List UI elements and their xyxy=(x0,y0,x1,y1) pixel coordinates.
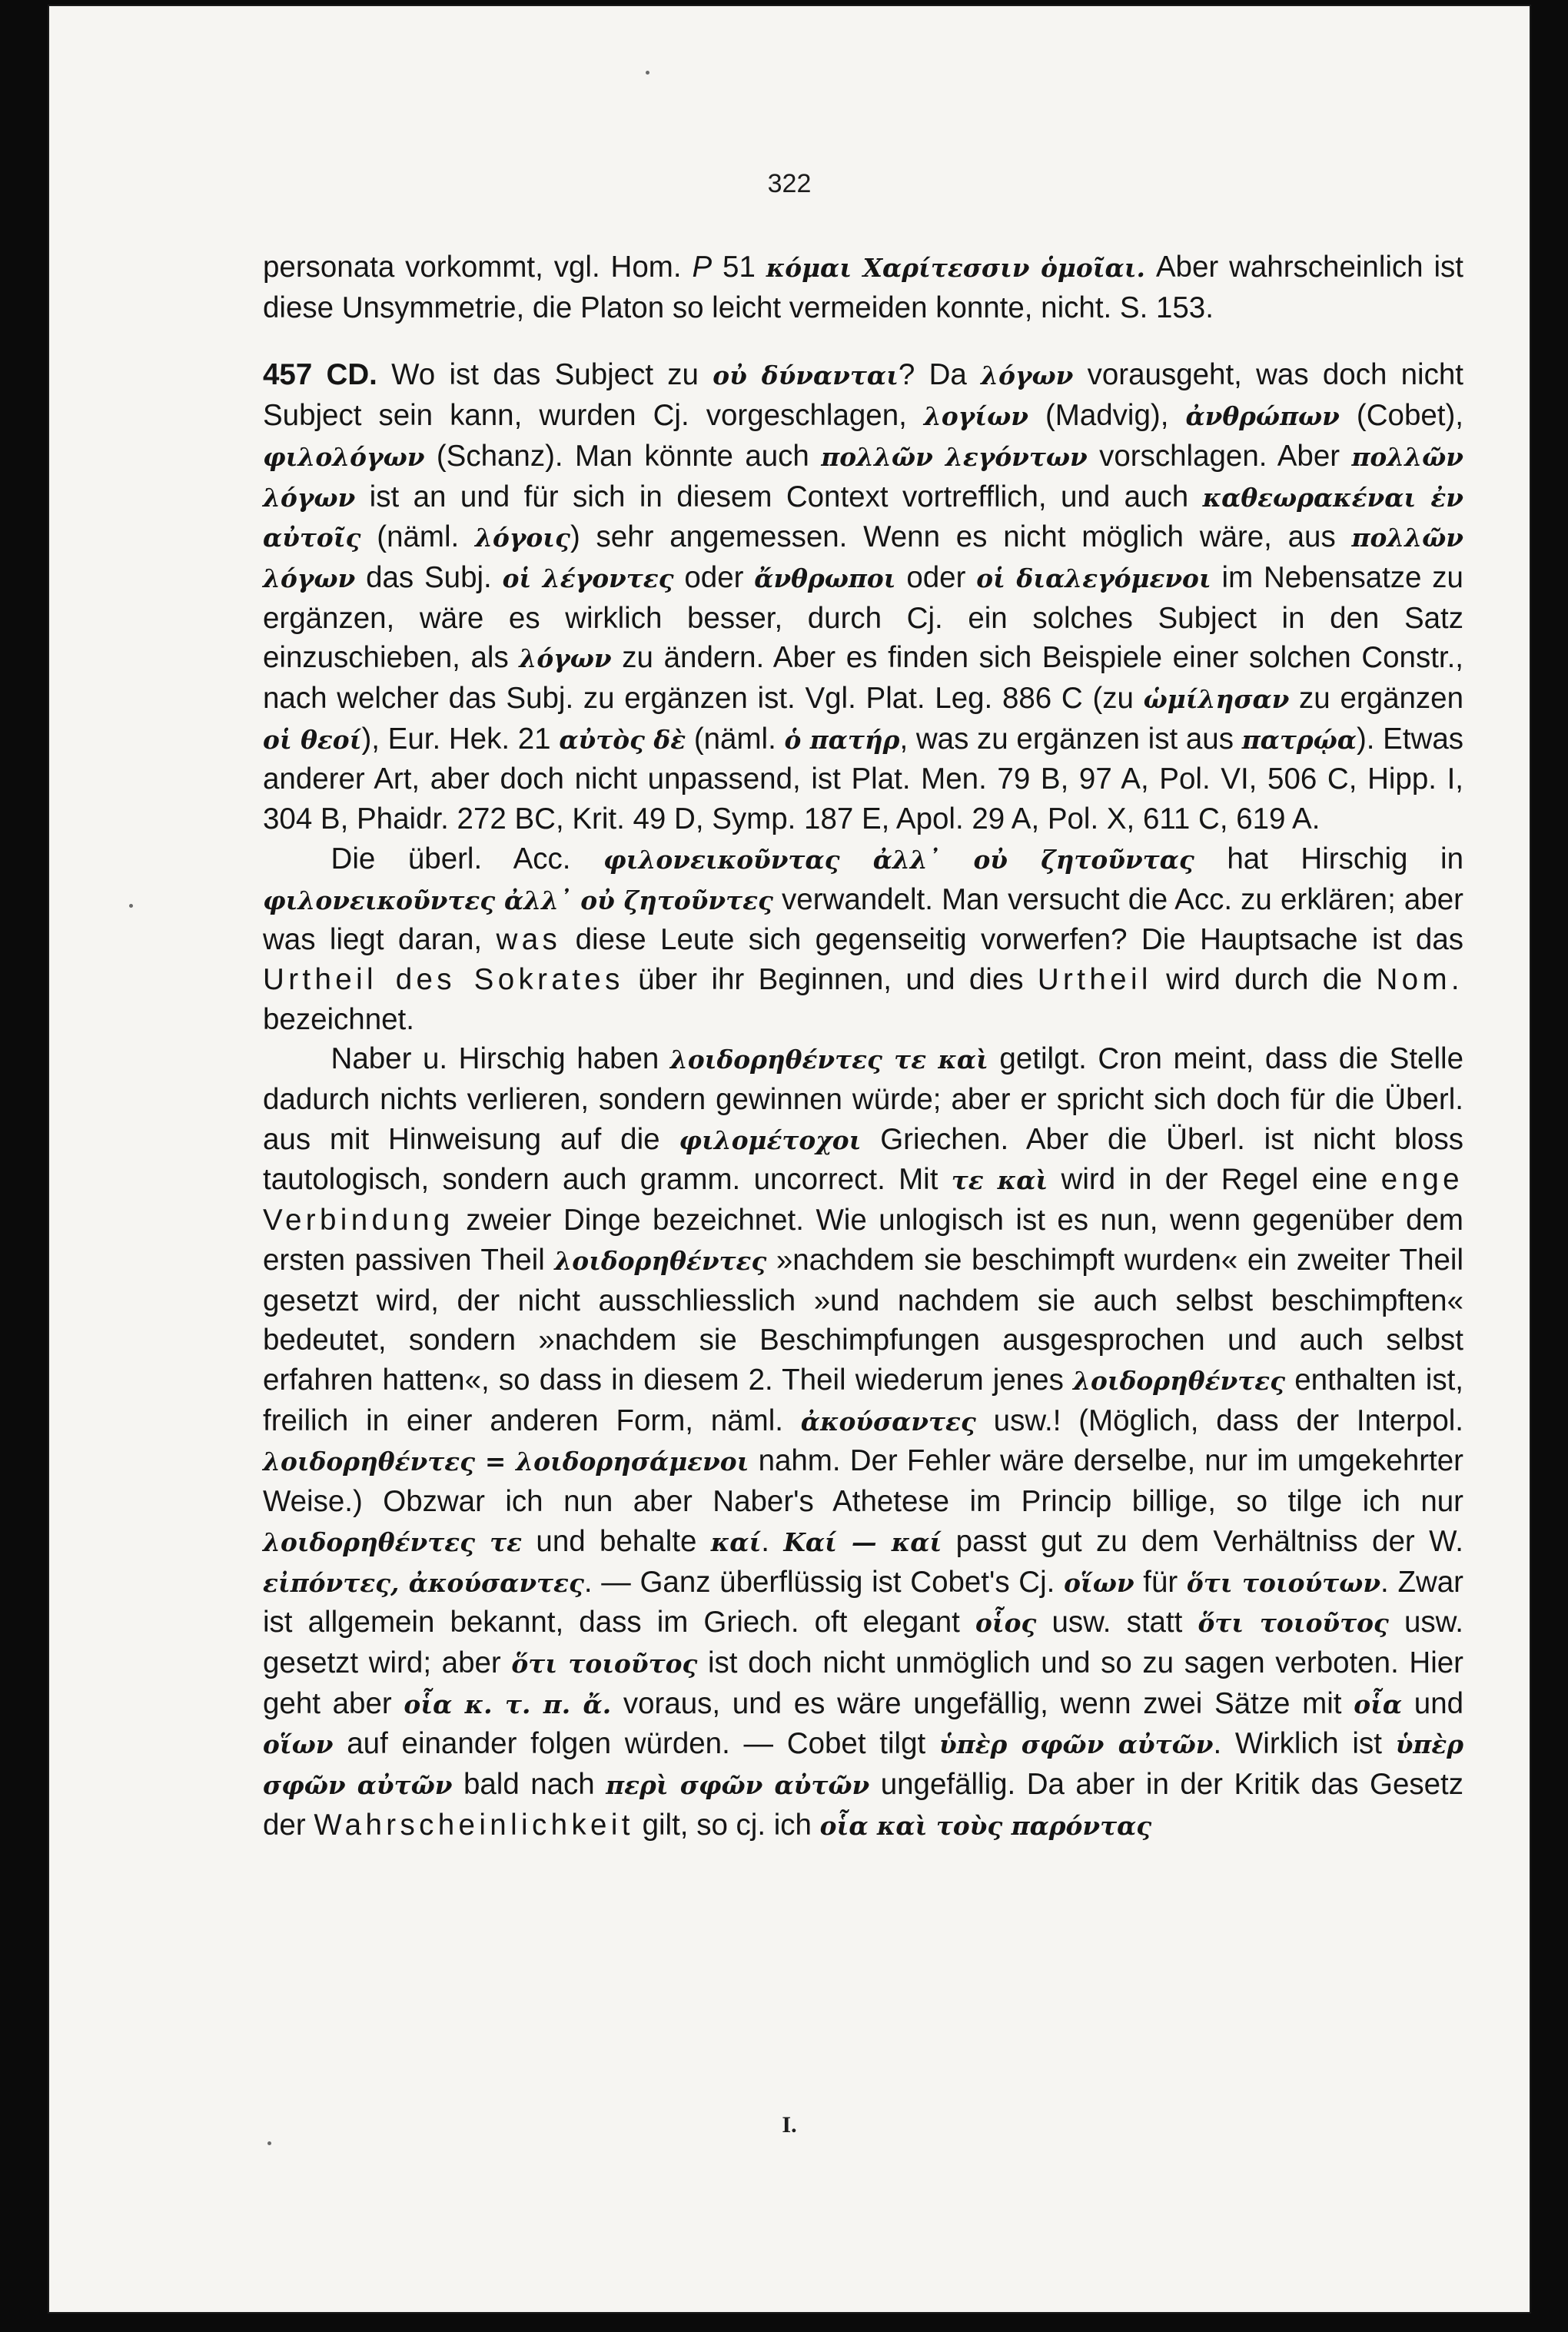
signature-mark: I. xyxy=(782,2112,797,2138)
greek-term: Καί — καί xyxy=(783,1526,942,1557)
greek-term: ὅτι τοιοῦτος xyxy=(1198,1608,1389,1639)
greek-term: λοιδορηθέντες τε καὶ xyxy=(669,1045,988,1075)
greek-term: πατρῴα xyxy=(1241,724,1357,755)
paragraph-continued: personata vorkommt, vgl. Hom. P 51 κόμαι Χαρίτεσσιν ὁμοῖαι. Aber wahrscheinlich ist diese Unsymmetrie, die Platon so leicht vermeiden konnte, nicht. S. 153. xyxy=(263,251,1463,324)
paper-speck xyxy=(646,71,649,75)
greek-term: εἰπόντες, ἀκούσαντες xyxy=(263,1567,584,1598)
greek-term: λοιδορηθέντες xyxy=(1073,1365,1286,1396)
book-page xyxy=(49,6,1530,2312)
greek-term: ὑπὲρ σφῶν αὐτῶν xyxy=(938,1729,1214,1760)
greek-term: ὑπὲρ σφῶν αὐτῶν xyxy=(263,1729,1463,1801)
spaced-emphasis: Urtheil xyxy=(1037,962,1152,996)
greek-term: φιλομέτοχοι xyxy=(679,1124,862,1155)
greek-term: καθεωρακέναι ἐν αὐτοῖς xyxy=(263,482,1463,553)
greek-term: οἷα κ. τ. π. ἄ. xyxy=(404,1689,612,1719)
greek-term: ἀκούσαντες xyxy=(800,1406,976,1437)
greek-term: τε καὶ xyxy=(951,1165,1048,1196)
greek-term: οἱ θεοί xyxy=(263,724,362,755)
greek-term: καί xyxy=(710,1526,762,1557)
spaced-emphasis: Wahrscheinlichkeit xyxy=(314,1808,634,1842)
commentary-athetese: Naber u. Hirschig haben λοιδορηθέντες τε καὶ getilgt. Cron meint, dass die Stelle dadurch nichts verlieren, sondern gewinnen würde; aber er spricht sich doch für die Überl. aus mit Hinweisung auf die φιλομέτοχοι Griechen. Aber die Überl. ist nicht bloss tautologisch, sondern auch gramm. uncorrect. Mit τε καὶ wird in der Regel eine enge Verbindung zweier Dinge bezeichnet. Wie unlogisch ist es nun, wenn gegenüber dem ersten passiven Theil λοιδορηθέντες »nachdem sie beschimpft wurden« ein zweiter Theil gesetzt wird, der nicht ausschliesslich »und nachdem sie auch selbst beschimpften« bedeutet, sondern »nachdem sie Beschimpfungen ausgesprochen und auch selbst erfahren hatten«, so dass in diesem 2. Theil wiederum jenes λοιδορηθέντες enthalten ist, freilich in einer anderen Form, näml. ἀκούσαντες usw.! (Möglich, dass der Interpol. λοιδορηθέντες = λοιδορησάμενοι nahm. Der Fehler wäre derselbe, nur im umgekehrter Weise.) Obzwar ich nun aber Naber's Athetese im Princip billige, so tilge ich nur λοιδορηθέντες τε und behalte καί. Καί — καί passt gut zu dem Verhältniss der W. εἰπόντες, ἀκούσαντες. — Ganz überflüssig ist Cobet's Cj. οἵων für ὅτι τοιούτων. Zwar ist allgemein bekannt, dass im Griech. oft elegant οἷος usw. statt ὅτι τοιοῦτος usw. gesetzt wird; aber ὅτι τοιοῦτος ist doch nicht unmöglich und so zu sagen verboten. Hier geht aber οἷα κ. τ. π. ἄ. voraus, und es wäre ungefällig, wenn zwei Sätze mit οἷα und οἵων auf einander folgen würden. — Cobet tilgt ὑπὲρ σφῶν αὐτῶν. Wirklich ist ὑπὲρ σφῶν αὐτῶν bald nach περὶ σφῶν αὐτῶν ungefällig. Da aber in der Kritik das Gesetz der Wahrscheinlichkeit gilt, so cj. ich οἷα καὶ τοὺς παρόντας xyxy=(263,1042,1464,1842)
greek-term: οἵων xyxy=(263,1729,334,1760)
greek-term: λόγοις xyxy=(475,523,570,553)
greek-term: οἱ λέγοντες xyxy=(502,563,674,593)
greek-term: οἵων xyxy=(1064,1567,1134,1598)
greek-term: λόγων xyxy=(981,360,1074,391)
greek-term: λοιδορηθέντες = λοιδορησάμενοι xyxy=(263,1447,749,1477)
greek-term: περὶ σφῶν αὐτῶν xyxy=(606,1770,870,1801)
body-text xyxy=(263,247,1463,1845)
greek-term: ἄνθρωποι xyxy=(754,563,896,593)
section-reference: 457 CD. xyxy=(263,358,377,392)
paper-speck xyxy=(129,904,133,908)
greek-term: φιλολόγων xyxy=(263,441,425,472)
greek-term: ὁ πατήρ xyxy=(784,724,900,755)
spaced-emphasis: was xyxy=(496,923,562,957)
greek-term: λογίων xyxy=(923,401,1028,432)
spaced-emphasis: Nom. xyxy=(1376,962,1464,996)
greek-term: οἱ διαλεγόμενοι xyxy=(976,563,1211,593)
commentary-457cd: 457 CD. Wo ist das Subject zu οὐ δύνανται? Da λόγων vorausgeht, was doch nicht Subject sein kann, wurden Cj. vorgeschlagen, λογίων (Madvig), ἀνθρώπων (Cobet), φιλολόγων (Schanz). Man könnte auch πολλῶν λεγόντων vorschlagen. Aber πολλῶν λόγων ist an und für sich in diesem Context vortrefflich, und auch καθεωρακέναι ἐν αὐτοῖς (näml. λόγοις) sehr angemessen. Wenn es nicht möglich wäre, aus πολλῶν λόγων das Subj. οἱ λέγοντες oder ἄνθρωποι oder οἱ διαλεγόμενοι im Nebensatze zu ergänzen, wäre es wirklich besser, durch Cj. ein solches Subject in den Satz einzuschieben, als λόγων zu ändern. Aber es finden sich Beispiele einer solchen Constr., nach welcher das Subj. zu ergänzen ist. Vgl. Plat. Leg. 886 C (zu ὡμίλησαν zu ergänzen οἱ θεοί), Eur. Hek. 21 αὐτὸς δὲ (näml. ὁ πατήρ, was zu ergänzen ist aus πατρῴα). Etwas anderer Art, aber doch nicht unpassend, ist Plat. Men. 79 B, 97 A, Pol. VI, 506 C, Hipp. I, 304 B, Phaidr. 272 BC, Krit. 49 D, Symp. 187 E, Apol. 29 A, Pol. X, 611 C, 619 A. xyxy=(263,358,1464,836)
greek-term: ὅτι τοιοῦτος xyxy=(511,1648,698,1679)
commentary-accusative: Die überl. Acc. φιλονεικοῦντας ἀλλ᾽ οὐ ζητοῦντας hat Hirschig in φιλονεικοῦντες ἀλλ᾽ οὐ ζητοῦντες verwandelt. Man versucht die Acc. zu erklären; aber was liegt daran, was diese Leute sich gegenseitig vorwerfen? Die Hauptsache ist das Urtheil des Sokrates über ihr Beginnen, und dies Urtheil wird durch die Nom. bezeichnet. xyxy=(263,842,1464,1036)
greek-quote: κόμαι Χαρίτεσσιν ὁμοῖαι. xyxy=(766,253,1145,283)
greek-term: οἷος xyxy=(975,1608,1037,1639)
greek-term: ἀνθρώπων xyxy=(1185,401,1340,432)
greek-term: φιλονεικοῦντες ἀλλ᾽ οὐ ζητοῦντες xyxy=(263,885,773,915)
greek-term: πολλῶν λόγων xyxy=(263,441,1463,513)
greek-term: οἷα xyxy=(1354,1689,1403,1719)
paper-speck xyxy=(267,2141,271,2145)
greek-term: αὐτὸς δὲ xyxy=(559,724,686,755)
section-gap xyxy=(263,327,1463,355)
page-number: 322 xyxy=(767,169,812,198)
greek-term: πολλῶν λόγων xyxy=(263,523,1464,593)
greek-term: λόγων xyxy=(519,643,612,674)
greek-term: ὅτι τοιούτων xyxy=(1186,1567,1381,1598)
greek-term: λοιδορηθέντες xyxy=(554,1245,767,1276)
greek-term: λοιδορηθέντες τε xyxy=(263,1526,523,1557)
greek-term: οἷα καὶ τοὺς παρόντας xyxy=(819,1810,1152,1841)
spaced-emphasis: Urtheil des Sokrates xyxy=(263,962,624,996)
greek-term: οὐ δύνανται xyxy=(713,360,899,391)
greek-term: φιλονεικοῦντας ἀλλ᾽ οὐ ζητοῦντας xyxy=(603,844,1194,875)
greek-term: ὡμίλησαν xyxy=(1143,684,1290,715)
spaced-emphasis: enge Verbindung xyxy=(263,1163,1463,1237)
greek-term: πολλῶν λεγόντων xyxy=(821,441,1088,472)
homer-book-ref: P xyxy=(692,251,713,284)
